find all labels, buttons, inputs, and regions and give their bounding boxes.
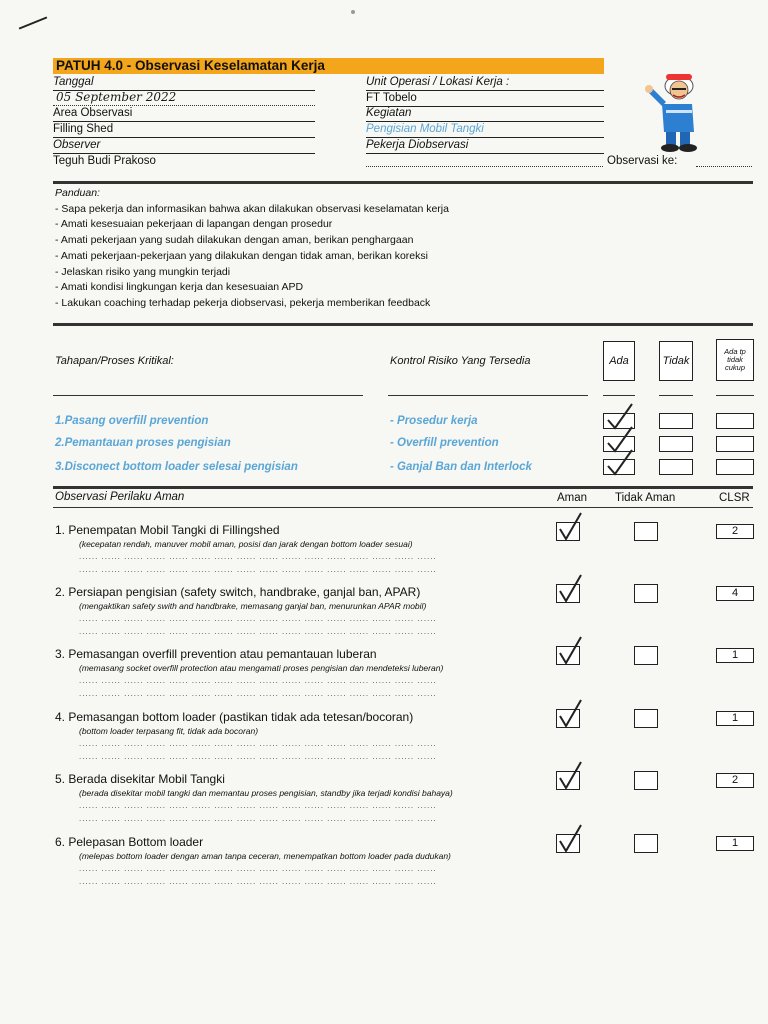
ada-checkbox[interactable] bbox=[603, 459, 635, 475]
col-aman: Aman bbox=[557, 492, 588, 504]
critical-kontrol: - Ganjal Ban dan Interlock bbox=[390, 461, 532, 473]
observasi-title: 6. Pelepasan Bottom loader bbox=[55, 835, 204, 849]
divider bbox=[388, 395, 588, 396]
critical-proses: 3.Disconect bottom loader selesai pengisian bbox=[55, 461, 298, 473]
check-mark-icon bbox=[555, 635, 587, 667]
observer-value[interactable]: Teguh Budi Prakoso bbox=[53, 155, 156, 167]
form-title: PATUH 4.0 - Observasi Keselamatan Kerja bbox=[53, 58, 604, 74]
notes-line[interactable]: ...... ...... ...... ...... ...... ...... ...... ...... ...... ...... ...... ...... ...... ...... ...... ...... bbox=[79, 877, 437, 886]
col-proses-kritikal: Tahapan/Proses Kritikal: bbox=[55, 355, 174, 367]
clsr-value[interactable]: 2 bbox=[716, 524, 754, 539]
divider bbox=[53, 395, 363, 396]
panduan-item: - Amati pekerjaan-pekerjaan yang dilakukan dengan tidak aman, berikan koreksi bbox=[55, 249, 428, 262]
aman-checkbox[interactable] bbox=[556, 522, 580, 541]
notes-line[interactable]: ...... ...... ...... ...... ...... ...... ...... ...... ...... ...... ...... ...... ...... ...... ...... ...... bbox=[79, 864, 437, 873]
tidak-checkbox[interactable] bbox=[659, 459, 693, 475]
label-unit-operasi: Unit Operasi / Lokasi Kerja : bbox=[366, 75, 604, 91]
label-kegiatan: Kegiatan bbox=[366, 106, 604, 122]
tidak-aman-checkbox[interactable] bbox=[634, 522, 658, 541]
observasi-item bbox=[55, 835, 555, 888]
notes-line[interactable]: ...... ...... ...... ...... ...... ...... ...... ...... ...... ...... ...... ...... ...... ...... ...... ...... bbox=[79, 614, 437, 623]
observasi-desc: (berada disekitar mobil tangki dan memantau proses pengisian, standby jika terjadi kondisi bahaya) bbox=[79, 788, 453, 798]
observasi-item bbox=[55, 772, 555, 825]
observasi-item bbox=[55, 710, 555, 763]
col-clsr: CLSR bbox=[719, 492, 750, 504]
kegiatan-value[interactable]: Pengisian Mobil Tangki bbox=[366, 122, 604, 138]
col-ada-tidak-cukup: Ada tp tidak cukup bbox=[716, 339, 754, 381]
notes-line[interactable]: ...... ...... ...... ...... ...... ...... ...... ...... ...... ...... ...... ...... ...... ...... ...... ...... bbox=[79, 565, 437, 574]
clsr-value[interactable]: 2 bbox=[716, 773, 754, 788]
tidak-aman-checkbox[interactable] bbox=[634, 771, 658, 790]
clsr-value[interactable]: 1 bbox=[716, 711, 754, 726]
panduan-heading: Panduan: bbox=[55, 187, 100, 199]
safety-mascot-icon bbox=[642, 66, 702, 154]
observasi-heading: Observasi Perilaku Aman bbox=[55, 491, 185, 503]
observasi-item bbox=[55, 647, 555, 700]
check-mark-icon bbox=[555, 760, 587, 792]
critical-kontrol: - Prosedur kerja bbox=[390, 415, 478, 427]
observasi-title: 2. Persiapan pengisian (safety switch, handbrake, ganjal ban, APAR) bbox=[55, 585, 421, 599]
divider bbox=[659, 395, 693, 396]
notes-line[interactable]: ...... ...... ...... ...... ...... ...... ...... ...... ...... ...... ...... ...... ...... ...... ...... ...... bbox=[79, 739, 437, 748]
tanggal-field[interactable] bbox=[53, 90, 315, 106]
tidak-cukup-checkbox[interactable] bbox=[716, 413, 754, 429]
notes-line[interactable]: ...... ...... ...... ...... ...... ...... ...... ...... ...... ...... ...... ...... ...... ...... ...... ...... bbox=[79, 689, 437, 698]
check-mark-icon bbox=[555, 573, 587, 605]
scan-dot bbox=[351, 10, 355, 14]
critical-proses: 2.Pemantauan proses pengisian bbox=[55, 437, 231, 449]
aman-checkbox[interactable] bbox=[556, 584, 580, 603]
aman-checkbox[interactable] bbox=[556, 709, 580, 728]
observasi-desc: (kecepatan rendah, manuver mobil aman, posisi dan jarak dengan bottom loader sesuai) bbox=[79, 539, 413, 549]
check-mark-icon bbox=[555, 823, 587, 855]
tidak-checkbox[interactable] bbox=[659, 436, 693, 452]
col-ada: Ada bbox=[603, 341, 635, 381]
check-mark-icon bbox=[602, 448, 642, 478]
aman-checkbox[interactable] bbox=[556, 834, 580, 853]
tidak-cukup-checkbox[interactable] bbox=[716, 436, 754, 452]
tidak-aman-checkbox[interactable] bbox=[634, 709, 658, 728]
area-value[interactable]: Filling Shed bbox=[53, 122, 315, 138]
check-mark-icon bbox=[555, 698, 587, 730]
panduan-item: - Lakukan coaching terhadap pekerja diobservasi, pekerja memberikan feedback bbox=[55, 296, 431, 309]
observasi-title: 3. Pemasangan overfill prevention atau pemantauan luberan bbox=[55, 647, 377, 661]
observasi-desc: (mengaktikan safety swith and handbrake, memasang ganjal ban, menurunkan APAR mobil) bbox=[79, 601, 427, 611]
clsr-value[interactable]: 1 bbox=[716, 836, 754, 851]
notes-line[interactable]: ...... ...... ...... ...... ...... ...... ...... ...... ...... ...... ...... ...... ...... ...... ...... ...... bbox=[79, 627, 437, 636]
col-tidak: Tidak bbox=[659, 341, 693, 381]
pekerja-field[interactable] bbox=[366, 154, 603, 167]
notes-line[interactable]: ...... ...... ...... ...... ...... ...... ...... ...... ...... ...... ...... ...... ...... ...... ...... ...... bbox=[79, 552, 437, 561]
observasi-title: 4. Pemasangan bottom loader (pastikan tidak ada tetesan/bocoran) bbox=[55, 710, 414, 724]
pen-mark bbox=[19, 16, 48, 29]
col-kontrol-risiko: Kontrol Risiko Yang Tersedia bbox=[390, 355, 531, 367]
panduan-item: - Amati kesesuaian pekerjaan di lapangan dengan prosedur bbox=[55, 218, 333, 231]
label-tanggal: Tanggal bbox=[53, 75, 315, 91]
tidak-cukup-checkbox[interactable] bbox=[716, 459, 754, 475]
panduan-item: - Jelaskan risiko yang mungkin terjadi bbox=[55, 265, 231, 278]
tidak-checkbox[interactable] bbox=[659, 413, 693, 429]
clsr-value[interactable]: 1 bbox=[716, 648, 754, 663]
tanggal-value: 05 September 2022 bbox=[56, 90, 177, 104]
observasi-desc: (melepas bottom loader dengan aman tanpa ceceran, menempatkan bottom loader pada dudukan) bbox=[79, 851, 451, 861]
aman-checkbox[interactable] bbox=[556, 646, 580, 665]
divider bbox=[53, 486, 753, 489]
divider bbox=[716, 395, 754, 396]
notes-line[interactable]: ...... ...... ...... ...... ...... ...... ...... ...... ...... ...... ...... ...... ...... ...... ...... ...... bbox=[79, 814, 437, 823]
observasi-title: 5. Berada disekitar Mobil Tangki bbox=[55, 772, 225, 786]
notes-line[interactable]: ...... ...... ...... ...... ...... ...... ...... ...... ...... ...... ...... ...... ...... ...... ...... ...... bbox=[79, 676, 437, 685]
label-area: Area Observasi bbox=[53, 106, 315, 122]
divider bbox=[53, 323, 753, 326]
panduan-item: - Sapa pekerja dan informasikan bahwa akan dilakukan observasi keselamatan kerja bbox=[55, 202, 449, 215]
tidak-aman-checkbox[interactable] bbox=[634, 646, 658, 665]
observasi-item bbox=[55, 523, 555, 576]
observasi-ke-field[interactable] bbox=[696, 154, 752, 167]
label-pekerja: Pekerja Diobservasi bbox=[366, 138, 604, 154]
panduan-item: - Amati kondisi lingkungan kerja dan kesesuaian APD bbox=[55, 281, 304, 294]
panduan-item: - Amati pekerjaan yang sudah dilakukan dengan aman, berikan penghargaan bbox=[55, 234, 414, 247]
label-observer: Observer bbox=[53, 138, 315, 154]
divider bbox=[603, 395, 635, 396]
tidak-aman-checkbox[interactable] bbox=[634, 834, 658, 853]
notes-line[interactable]: ...... ...... ...... ...... ...... ...... ...... ...... ...... ...... ...... ...... ...... ...... ...... ...... bbox=[79, 752, 437, 761]
critical-proses: 1.Pasang overfill prevention bbox=[55, 415, 209, 427]
notes-line[interactable]: ...... ...... ...... ...... ...... ...... ...... ...... ...... ...... ...... ...... ...... ...... ...... ...... bbox=[79, 801, 437, 810]
divider bbox=[53, 181, 753, 184]
observasi-desc: (bottom loader terpasang fit, tidak ada bocoran) bbox=[79, 726, 259, 736]
tidak-aman-checkbox[interactable] bbox=[634, 584, 658, 603]
observasi-desc: (memasang socket overfill protection atau mengamati proses pengisian dan mendeteksi luberan) bbox=[79, 663, 444, 673]
critical-kontrol: - Overfill prevention bbox=[390, 437, 499, 449]
divider bbox=[53, 507, 753, 508]
observasi-ke-label: Observasi ke: bbox=[607, 155, 678, 167]
panduan-section bbox=[55, 186, 615, 312]
col-tidak-aman: Tidak Aman bbox=[615, 492, 676, 504]
observasi-title: 1. Penempatan Mobil Tangki di Fillingshed bbox=[55, 523, 280, 537]
check-mark-icon bbox=[555, 511, 587, 543]
aman-checkbox[interactable] bbox=[556, 771, 580, 790]
clsr-value[interactable]: 4 bbox=[716, 586, 754, 601]
unit-operasi-value[interactable]: FT Tobelo bbox=[366, 91, 604, 107]
observasi-item bbox=[55, 585, 555, 638]
